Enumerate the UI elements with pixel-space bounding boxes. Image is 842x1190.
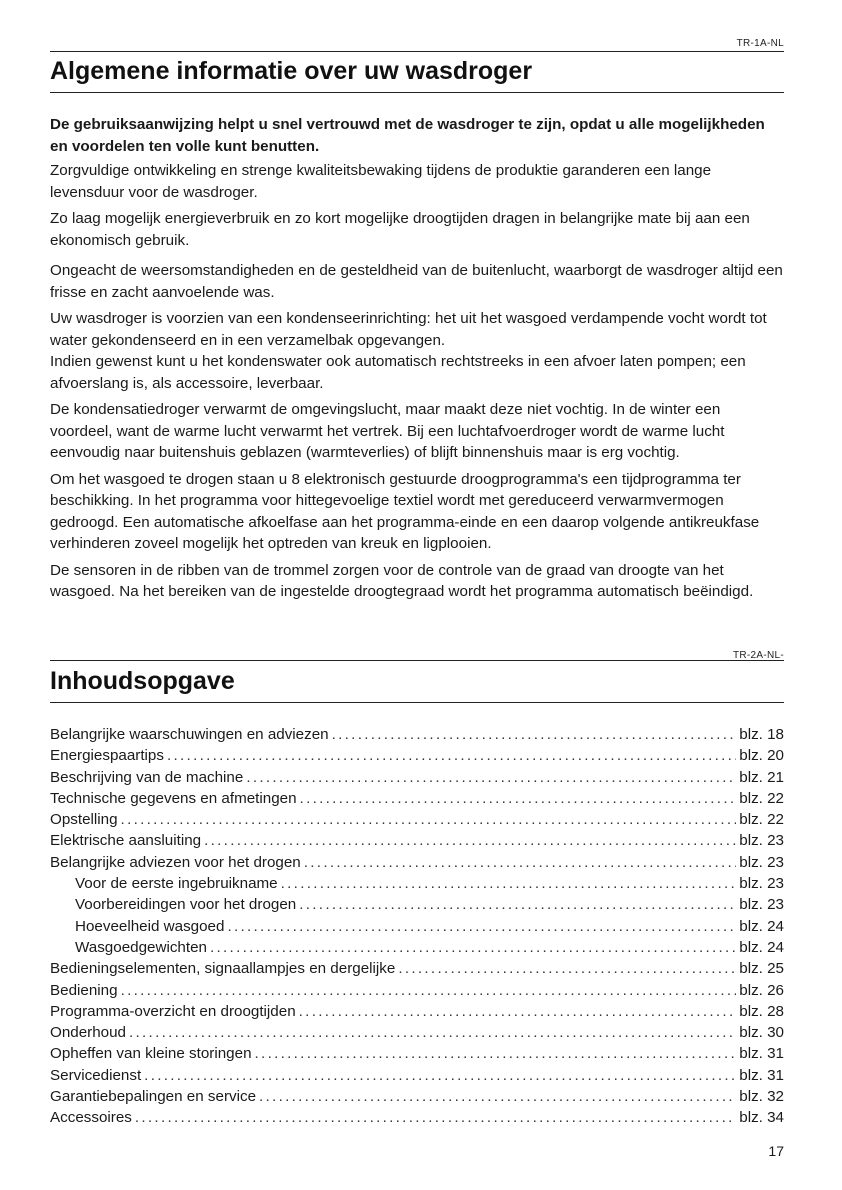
toc-entry-title: Voor de eerste ingebruikname bbox=[75, 875, 278, 893]
toc-leader-dots bbox=[227, 918, 736, 935]
toc-entry-page: blz. 28 bbox=[739, 1002, 784, 1020]
toc-leader-dots bbox=[121, 811, 737, 828]
toc-entry bbox=[50, 960, 784, 981]
toc-entry-title: Elektrische aansluiting bbox=[50, 832, 202, 850]
toc-leader-dots bbox=[204, 832, 736, 849]
toc-leader-dots bbox=[255, 1045, 737, 1062]
toc-entry bbox=[50, 854, 784, 875]
toc-entry bbox=[50, 982, 784, 1003]
toc-entry-title: Voorbereidingen voor het drogen bbox=[75, 896, 297, 914]
toc-subentry bbox=[50, 896, 784, 917]
toc-entry bbox=[50, 790, 784, 811]
toc-entry-title: Opheffen van kleine storingen bbox=[50, 1045, 252, 1063]
toc-leader-dots bbox=[398, 960, 736, 977]
toc-entry-page: blz. 26 bbox=[739, 981, 784, 999]
toc-entry-page: blz. 24 bbox=[739, 917, 784, 935]
toc-entry bbox=[50, 726, 784, 747]
toc-entry-title: Onderhoud bbox=[50, 1024, 126, 1042]
toc-entry bbox=[50, 832, 784, 853]
toc-entry-page: blz. 31 bbox=[739, 1066, 784, 1084]
toc-entry-title: Energiespaartips bbox=[50, 747, 164, 765]
toc-title: Inhoudsopgave bbox=[50, 667, 235, 695]
toc-entry-title: Bediening bbox=[50, 981, 118, 999]
toc-leader-dots bbox=[332, 726, 737, 743]
toc-entry-title: Belangrijke adviezen voor het drogen bbox=[50, 853, 301, 871]
paragraph: Ongeacht de weersomstandigheden en de gesteldheid van de buitenlucht, waarborgt de wasdroger altijd een frisse en zacht aanvoelende was. bbox=[50, 262, 783, 301]
toc-leader-dots bbox=[246, 769, 736, 786]
toc-leader-dots bbox=[304, 854, 736, 871]
toc-subentry bbox=[50, 918, 784, 939]
paragraph: De sensoren in de ribben van de trommel zorgen voor de controle van de graad van droogte van het wasgoed. Na het bereiken van de ingestelde droogtegraad wordt het programma automatisch beëindigd. bbox=[50, 561, 754, 600]
toc-leader-dots bbox=[121, 982, 737, 999]
toc-entry-title: Accessoires bbox=[50, 1109, 132, 1127]
toc-leader-dots bbox=[135, 1109, 736, 1126]
section-divider bbox=[50, 660, 784, 661]
toc-leader-dots bbox=[281, 875, 737, 892]
toc-entry-page: blz. 32 bbox=[739, 1088, 784, 1106]
toc-entry-page: blz. 30 bbox=[739, 1024, 784, 1042]
title-underline bbox=[50, 702, 784, 703]
toc-leader-dots bbox=[129, 1024, 736, 1041]
toc-leader-dots bbox=[259, 1088, 736, 1105]
toc-entry bbox=[50, 747, 784, 768]
title-underline bbox=[50, 92, 784, 93]
toc-entry-page: blz. 18 bbox=[739, 726, 784, 743]
page-number: 17 bbox=[768, 1143, 784, 1159]
toc-entry-page: blz. 22 bbox=[739, 789, 784, 807]
toc-entry-title: Garantiebepalingen en service bbox=[50, 1088, 257, 1106]
paragraph: Om het wasgoed te drogen staan u 8 elektronisch gestuurde droogprogramma's een tijdprogramma ter beschikking. In het programma voor hittegevoelige textiel wordt met gereduceerd verwarmvermogen gedroogd. Een automatische afkoelfase aan het programma-einde en een daarop volgende antikreukfase verhinderen zoveel mogelijk het optreden van kreuk en ligplooien. bbox=[50, 470, 760, 552]
toc-entry-page: blz. 24 bbox=[739, 938, 784, 956]
table-of-contents bbox=[50, 726, 784, 1131]
paragraph: Indien gewenst kunt u het kondenswater ook automatisch rechtstreeks in een afvoer laten pompen; een afvoerslang is, als accessoire, leverbaar. bbox=[50, 353, 746, 392]
toc-entry bbox=[50, 1109, 784, 1130]
toc-subentry bbox=[50, 875, 784, 896]
toc-leader-dots bbox=[300, 790, 737, 807]
toc-entry-page: blz. 23 bbox=[739, 896, 784, 914]
toc-entry-title: Wasgoedgewichten bbox=[75, 938, 207, 956]
toc-entry-page: blz. 31 bbox=[739, 1045, 784, 1063]
toc-entry-page: blz. 34 bbox=[739, 1109, 784, 1127]
toc-entry-page: blz. 20 bbox=[739, 747, 784, 765]
toc-entry-title: Technische gegevens en afmetingen bbox=[50, 789, 297, 807]
paragraph: Uw wasdroger is voorzien van een kondenseerinrichting: het uit het wasgoed verdampende vocht wordt tot water gekondenseerd en in een verzamelbak opgevangen. bbox=[50, 310, 767, 349]
toc-entry-page: blz. 23 bbox=[739, 832, 784, 850]
toc-leader-dots bbox=[144, 1067, 736, 1084]
paragraph: De kondensatiedroger verwarmt de omgevingslucht, maar maakt deze niet vochtig. In de winter een voordeel, want de warme lucht verwarmt het vertrek. Bij een luchtafvoerdroger wordt de warme lucht eenvoudig naar buitenshuis geblazen (warmteverlies) of blijft binnenshuis maar is erg vochtig. bbox=[50, 401, 725, 461]
toc-entry-title: Belangrijke waarschuwingen en adviezen bbox=[50, 726, 329, 743]
toc-entry bbox=[50, 769, 784, 790]
toc-leader-dots bbox=[167, 747, 736, 764]
toc-leader-dots bbox=[299, 896, 736, 913]
top-rule bbox=[50, 51, 784, 52]
toc-entry-title: Servicedienst bbox=[50, 1066, 142, 1084]
toc-entry-title: Opstelling bbox=[50, 811, 118, 829]
toc-entry-page: blz. 21 bbox=[739, 768, 784, 786]
toc-entry bbox=[50, 1045, 784, 1066]
page-title: Algemene informatie over uw wasdroger bbox=[50, 57, 533, 85]
toc-entry-page: blz. 25 bbox=[739, 960, 784, 978]
intro-text bbox=[50, 114, 785, 608]
toc-entry-title: Programma-overzicht en droogtijden bbox=[50, 1002, 296, 1020]
toc-entry bbox=[50, 1003, 784, 1024]
toc-entry bbox=[50, 1088, 784, 1109]
toc-entry bbox=[50, 1067, 784, 1088]
toc-leader-dots bbox=[299, 1003, 737, 1020]
toc-entry-page: blz. 23 bbox=[739, 853, 784, 871]
paragraph: Zorgvuldige ontwikkeling en strenge kwaliteitsbewaking tijdens de produktie garanderen een lange levensduur voor de wasdroger. bbox=[50, 162, 712, 201]
paragraph: Zo laag mogelijk energieverbruik en zo kort mogelijke droogtijden dragen in belangrijke mate bij aan een ekonomisch gebruik. bbox=[50, 210, 750, 249]
toc-entry-title: Beschrijving van de machine bbox=[50, 768, 244, 786]
toc-entry bbox=[50, 1024, 784, 1045]
section-code: TR-1A-NL bbox=[736, 38, 784, 49]
toc-entry bbox=[50, 811, 784, 832]
toc-entry-title: Bedieningselementen, signaallampjes en dergelijke bbox=[50, 960, 396, 978]
section-code: TR-2A-NL- bbox=[732, 650, 784, 661]
toc-entry-title: Hoeveelheid wasgoed bbox=[75, 917, 225, 935]
toc-entry-page: blz. 23 bbox=[739, 875, 784, 893]
intro-lead-paragraph: De gebruiksaanwijzing helpt u snel vertrouwd met de wasdroger te zijn, opdat u alle mogelijkheden en voordelen ten volle kunt benutten. bbox=[50, 116, 765, 155]
toc-subentry bbox=[50, 939, 784, 960]
toc-leader-dots bbox=[210, 939, 736, 956]
toc-entry-page: blz. 22 bbox=[739, 811, 784, 829]
